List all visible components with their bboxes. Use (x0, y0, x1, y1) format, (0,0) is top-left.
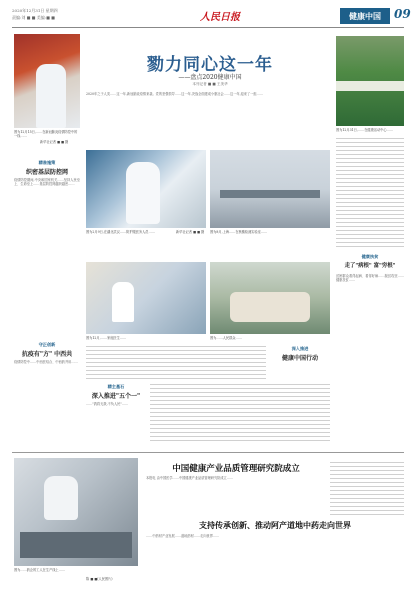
main-byline: 本刊记者 ■ ■ 王美华 (192, 82, 228, 86)
worker-figure (44, 476, 78, 520)
middle-photo-3 (86, 262, 206, 334)
middle-photo-1 (86, 150, 206, 228)
editor-line: 责编:刘 ■ ■ 美编:■ ■ (12, 15, 55, 20)
main-headline: 勠力同心这一年 (147, 55, 273, 75)
middle-photo-1-caption: 图为2月9日,在湖北武汉……防护服医务人员…… (86, 230, 155, 234)
page-masthead (12, 6, 411, 28)
section4-kicker: 精主基石 (107, 384, 125, 389)
top-left-photo-caption: 图为12月15日,……在新冠肺炎疫情防控中的一线…… (14, 130, 78, 139)
middle-photo-2-caption: 图为8月,上海……在核酸检测实验室…… (210, 230, 268, 234)
protective-suit-figure (126, 162, 160, 224)
section1-kicker: 精准施策 (38, 160, 56, 165)
main-subhead: ——盘点2020健康中国 (178, 74, 242, 81)
bottom-article1-title: 中国健康产业品质管理研究院成立 (172, 464, 300, 474)
section2-text: 疫情防控中……中西医结合、中西药并用…… (14, 360, 78, 364)
section-label: 健康中国 (340, 8, 390, 24)
bottom-photo-credit: 陈 ■ ■(人民图片) (86, 577, 113, 581)
bottom-article2-title: 支持传承创新、推动阿产道地中药走向世界 (199, 520, 351, 530)
feature-intro: 2020年之于人类……这一年,新冠肺炎疫情来袭。党的坚强领导……这一年,决战全面建成小康社会……这一年,迎来了一组…… (86, 92, 263, 96)
bottom-article1-more (330, 462, 404, 516)
top-right-photo (336, 36, 404, 126)
lab-equipment (220, 190, 320, 198)
family-doctor-figure (112, 282, 134, 322)
top-left-photo-credit: 新华社记者 ■ ■ 摄 (40, 140, 69, 144)
section2-title: 抗疫有"方" 中西共 (21, 351, 73, 358)
middle-photo-3-caption: 图为12月,……家庭医生…… (86, 336, 127, 340)
right-column-text: 贫困群众看得起病、看得好病……脱贫攻坚……健康扶贫…… (336, 274, 404, 283)
section1-text: 疫情防控期间,中央和国家机关……坚持人民至上、生命至上……基层防控网越织越密…… (14, 178, 80, 187)
page-number: 09 (394, 7, 411, 21)
newspaper-logo: 人民日报 (200, 12, 240, 23)
section4-title: 深入推进"五个一" (91, 393, 141, 400)
section1-title: 织密基层防控网 (25, 169, 68, 176)
middle-photo-2 (210, 150, 330, 228)
middle-text-block (86, 346, 266, 380)
bottom-photo-caption: 图为……药企的工人在生产线上…… (14, 568, 65, 572)
middle-text-block-2 (150, 384, 330, 444)
bottom-article1-text: 本报电 由中国医学……中国健康产业品质管理研究院成立…… (146, 476, 234, 480)
top-right-photo-caption: 图为12月31日,……在健康活动中心…… (336, 128, 393, 132)
right-column-text-top (336, 138, 404, 248)
section3-title: 健康中国行动 (281, 355, 318, 362)
issue-date: 2020年12月31日 星期四 (12, 8, 58, 13)
production-line (20, 532, 132, 558)
medical-worker-figure (36, 64, 66, 128)
section4-text: ……"我将无我,不负人民"…… (86, 402, 129, 406)
middle-photo-4-caption: 图为……人民群众…… (210, 336, 242, 340)
bottom-photo (14, 458, 138, 566)
middle-photo-4 (210, 262, 330, 334)
bottom-article2-text: ……中药材产业发展……道地药材……走向世界…… (146, 534, 220, 538)
section3-kicker: 深入推进 (291, 346, 309, 351)
section5-kicker: 健康扶贫 (361, 254, 379, 259)
crowd-figure (230, 292, 310, 322)
top-right-photo-band (336, 81, 404, 91)
middle-photo-1-credit: 新华社记者 ■ ■ 摄 (176, 230, 205, 234)
section2-kicker: 守正创新 (38, 342, 56, 347)
bottom-divider (12, 452, 404, 453)
top-left-photo (14, 34, 80, 128)
section5-title: 走了"病根" 富"穷根" (344, 263, 396, 269)
